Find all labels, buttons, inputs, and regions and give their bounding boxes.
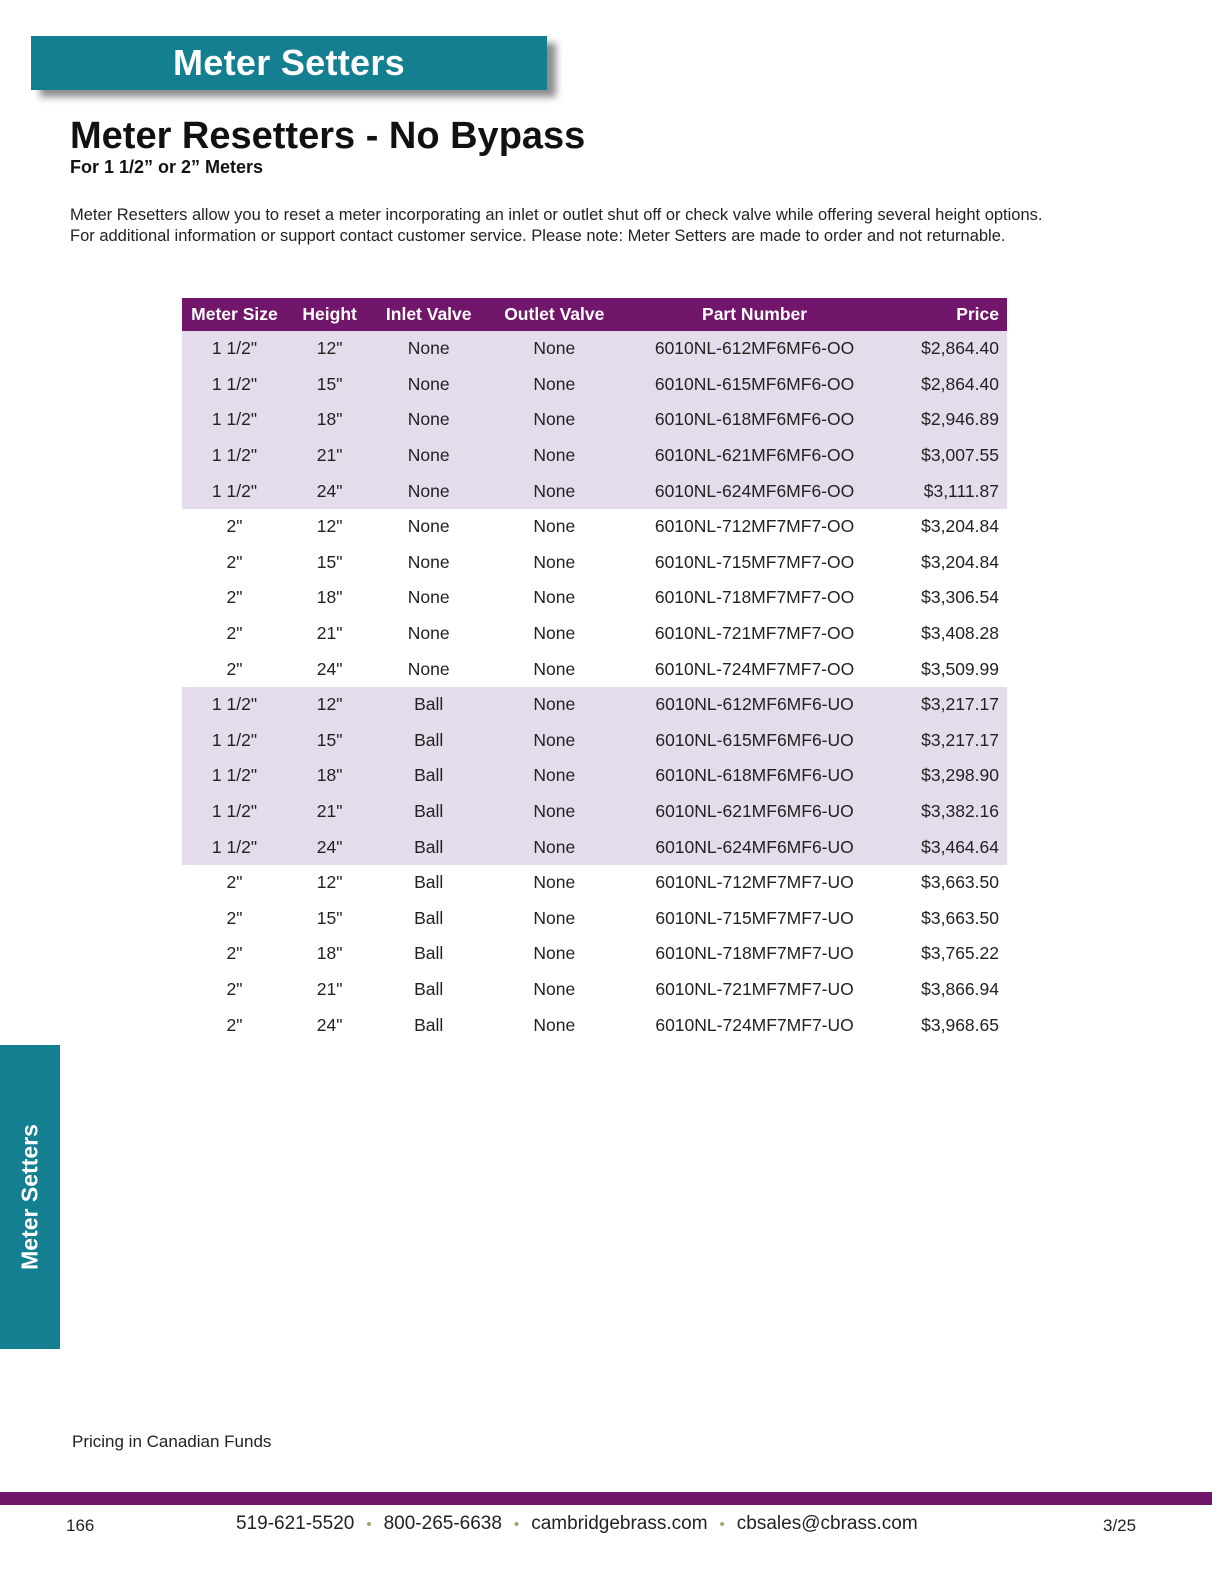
cell-outlet-valve: None bbox=[485, 687, 623, 723]
email-link[interactable]: cbsales@cbrass.com bbox=[736, 1513, 918, 1534]
cell-meter-size: 2" bbox=[226, 516, 243, 537]
cell-height: 15" bbox=[316, 907, 343, 928]
cell-meter-size: 2" bbox=[226, 587, 243, 608]
separator-dot: • bbox=[719, 1516, 725, 1533]
table-row bbox=[182, 580, 1007, 616]
cell-price: $3,111.87 bbox=[886, 473, 1007, 509]
cell-outlet-valve: None bbox=[533, 872, 576, 893]
table-row bbox=[182, 794, 1007, 830]
cell-meter-size: 1 1/2" bbox=[182, 687, 287, 723]
table-row bbox=[182, 1007, 1007, 1043]
table-row bbox=[182, 758, 1007, 794]
header-height: Height bbox=[287, 298, 372, 331]
separator-dot: • bbox=[513, 1516, 520, 1533]
cell-height: 24" bbox=[316, 1014, 343, 1035]
header-part-number: Part Number bbox=[623, 298, 885, 331]
phone-tollfree: 800-265-6638 bbox=[383, 1513, 502, 1534]
table-row bbox=[182, 901, 1007, 937]
cell-inlet-valve: None bbox=[407, 516, 450, 537]
cell-meter-size: 2" bbox=[226, 872, 243, 893]
table-body bbox=[182, 331, 1007, 1043]
cell-height: 18" bbox=[287, 402, 372, 438]
cell-outlet-valve: None bbox=[533, 623, 576, 644]
cell-outlet-valve: None bbox=[485, 473, 623, 509]
cell-meter-size: 1 1/2" bbox=[182, 331, 287, 367]
cell-meter-size: 1 1/2" bbox=[182, 829, 287, 865]
cell-outlet-valve: None bbox=[485, 758, 623, 794]
cell-outlet-valve: None bbox=[485, 367, 623, 403]
cell-outlet-valve: None bbox=[485, 438, 623, 474]
table-row bbox=[182, 331, 1007, 367]
table-row bbox=[182, 687, 1007, 723]
cell-inlet-valve: None bbox=[372, 367, 485, 403]
cell-meter-size: 2" bbox=[226, 551, 243, 572]
cell-price: $3,217.17 bbox=[886, 723, 1007, 759]
cell-inlet-valve: Ball bbox=[414, 943, 444, 964]
cell-price: $3,866.94 bbox=[921, 978, 999, 999]
cell-meter-size: 1 1/2" bbox=[182, 794, 287, 830]
page-number: 166 bbox=[66, 1516, 95, 1535]
footer-bar bbox=[0, 1492, 1212, 1505]
table-row bbox=[182, 651, 1007, 687]
cell-part-number: 6010NL-612MF6MF6-OO bbox=[623, 331, 885, 367]
cell-part-number: 6010NL-718MF7MF7-UO bbox=[655, 943, 854, 964]
page-subtitle: For 1 1/2” or 2” Meters bbox=[70, 157, 264, 177]
cell-price: $3,663.50 bbox=[921, 907, 999, 928]
header-inlet-valve: Inlet Valve bbox=[372, 298, 485, 331]
cell-inlet-valve: Ball bbox=[372, 758, 485, 794]
table-row bbox=[182, 545, 1007, 581]
cell-inlet-valve: Ball bbox=[372, 829, 485, 865]
table-row bbox=[182, 509, 1007, 545]
header-price: Price bbox=[886, 298, 1007, 331]
cell-inlet-valve: Ball bbox=[414, 978, 444, 999]
funds-note: Pricing in Canadian Funds bbox=[72, 1432, 272, 1451]
cell-part-number: 6010NL-712MF7MF7-UO bbox=[655, 872, 854, 893]
cell-inlet-valve: None bbox=[407, 551, 450, 572]
separator-dot: • bbox=[366, 1516, 372, 1533]
cell-outlet-valve: None bbox=[485, 331, 623, 367]
side-tab bbox=[0, 1045, 60, 1349]
cell-height: 21" bbox=[316, 978, 343, 999]
cell-price: $2,864.40 bbox=[886, 331, 1007, 367]
cell-height: 12" bbox=[316, 516, 343, 537]
cell-meter-size: 2" bbox=[226, 623, 243, 644]
cell-part-number: 6010NL-618MF6MF6-UO bbox=[623, 758, 885, 794]
cell-outlet-valve: None bbox=[533, 516, 576, 537]
cell-inlet-valve: Ball bbox=[414, 1014, 444, 1035]
cell-height: 15" bbox=[287, 723, 372, 759]
side-tab-label: Meter Setters bbox=[16, 1124, 43, 1270]
cell-height: 18" bbox=[316, 943, 343, 964]
cell-height: 21" bbox=[287, 794, 372, 830]
edition-date: 3/25 bbox=[1103, 1516, 1137, 1535]
cell-height: 12" bbox=[316, 872, 343, 893]
website-link[interactable]: cambridgebrass.com bbox=[531, 1513, 708, 1534]
header-meter-size: Meter Size bbox=[182, 298, 287, 331]
footer-contacts bbox=[236, 1513, 918, 1535]
cell-part-number: 6010NL-618MF6MF6-OO bbox=[623, 402, 885, 438]
cell-meter-size: 2" bbox=[226, 907, 243, 928]
cell-meter-size: 2" bbox=[226, 1014, 243, 1035]
cell-meter-size: 1 1/2" bbox=[182, 438, 287, 474]
cell-meter-size: 1 1/2" bbox=[182, 367, 287, 403]
intro-line: Meter Resetters allow you to reset a meter incorporating an inlet or outlet shut off or check valve while offering several height options. bbox=[70, 206, 1043, 224]
cell-outlet-valve: None bbox=[533, 1014, 576, 1035]
intro-line: For additional information or support contact customer service. Please note: Meter Setters are made to order and not returnable. bbox=[70, 227, 1006, 245]
cell-part-number: 6010NL-724MF7MF7-OO bbox=[654, 658, 855, 679]
table-row bbox=[182, 473, 1007, 509]
cell-price: $3,509.99 bbox=[921, 658, 999, 679]
cell-part-number: 6010NL-615MF6MF6-OO bbox=[623, 367, 885, 403]
cell-outlet-valve: None bbox=[533, 978, 576, 999]
cell-part-number: 6010NL-715MF7MF7-UO bbox=[655, 907, 854, 928]
cell-part-number: 6010NL-712MF7MF7-OO bbox=[654, 516, 855, 537]
cell-height: 12" bbox=[287, 687, 372, 723]
page-title: Meter Resetters - No Bypass bbox=[70, 115, 586, 157]
cell-price: $3,968.65 bbox=[921, 1014, 999, 1035]
section-tab bbox=[31, 36, 547, 90]
cell-part-number: 6010NL-621MF6MF6-OO bbox=[623, 438, 885, 474]
cell-price: $3,408.28 bbox=[921, 623, 999, 644]
cell-outlet-valve: None bbox=[485, 794, 623, 830]
table-row bbox=[182, 438, 1007, 474]
table-row bbox=[182, 402, 1007, 438]
cell-outlet-valve: None bbox=[533, 907, 576, 928]
cell-outlet-valve: None bbox=[533, 943, 576, 964]
cell-inlet-valve: None bbox=[407, 623, 450, 644]
cell-inlet-valve: None bbox=[372, 473, 485, 509]
cell-inlet-valve: Ball bbox=[414, 872, 444, 893]
cell-inlet-valve: None bbox=[407, 587, 450, 608]
cell-height: 24" bbox=[316, 658, 343, 679]
cell-part-number: 6010NL-715MF7MF7-OO bbox=[654, 551, 855, 572]
cell-inlet-valve: Ball bbox=[372, 723, 485, 759]
table-row bbox=[182, 972, 1007, 1008]
cell-height: 12" bbox=[287, 331, 372, 367]
cell-price: $3,217.17 bbox=[886, 687, 1007, 723]
table-row bbox=[182, 865, 1007, 901]
table-row bbox=[182, 829, 1007, 865]
cell-part-number: 6010NL-724MF7MF7-UO bbox=[655, 1014, 854, 1035]
cell-price: $2,946.89 bbox=[886, 402, 1007, 438]
cell-meter-size: 2" bbox=[226, 658, 243, 679]
cell-meter-size: 2" bbox=[226, 978, 243, 999]
cell-price: $3,464.64 bbox=[886, 829, 1007, 865]
intro-paragraph bbox=[70, 205, 1150, 247]
cell-outlet-valve: None bbox=[533, 587, 576, 608]
cell-part-number: 6010NL-718MF7MF7-OO bbox=[654, 587, 855, 608]
section-tab-label: Meter Setters bbox=[173, 42, 405, 83]
cell-price: $2,864.40 bbox=[886, 367, 1007, 403]
cell-price: $3,663.50 bbox=[921, 872, 999, 893]
cell-inlet-valve: Ball bbox=[372, 687, 485, 723]
cell-height: 15" bbox=[287, 367, 372, 403]
table-row bbox=[182, 723, 1007, 759]
cell-part-number: 6010NL-612MF6MF6-UO bbox=[623, 687, 885, 723]
cell-inlet-valve: None bbox=[407, 658, 450, 679]
cell-outlet-valve: None bbox=[485, 723, 623, 759]
cell-outlet-valve: None bbox=[485, 402, 623, 438]
cell-price: $3,306.54 bbox=[921, 587, 999, 608]
cell-height: 15" bbox=[316, 551, 343, 572]
cell-part-number: 6010NL-624MF6MF6-OO bbox=[623, 473, 885, 509]
price-table bbox=[182, 298, 1007, 1043]
cell-inlet-valve: Ball bbox=[414, 907, 444, 928]
cell-outlet-valve: None bbox=[485, 829, 623, 865]
cell-height: 21" bbox=[316, 623, 343, 644]
cell-price: $3,382.16 bbox=[886, 794, 1007, 830]
phone-local: 519-621-5520 bbox=[236, 1513, 355, 1534]
cell-part-number: 6010NL-615MF6MF6-UO bbox=[623, 723, 885, 759]
table-header-row bbox=[182, 298, 1007, 331]
cell-outlet-valve: None bbox=[533, 658, 576, 679]
cell-height: 24" bbox=[287, 473, 372, 509]
cell-outlet-valve: None bbox=[533, 551, 576, 572]
cell-part-number: 6010NL-621MF6MF6-UO bbox=[623, 794, 885, 830]
cell-height: 24" bbox=[287, 829, 372, 865]
header-outlet-valve: Outlet Valve bbox=[485, 298, 623, 331]
cell-meter-size: 1 1/2" bbox=[182, 758, 287, 794]
cell-meter-size: 1 1/2" bbox=[182, 473, 287, 509]
cell-inlet-valve: Ball bbox=[372, 794, 485, 830]
cell-part-number: 6010NL-721MF7MF7-OO bbox=[654, 623, 855, 644]
cell-price: $3,204.84 bbox=[921, 516, 999, 537]
cell-height: 21" bbox=[287, 438, 372, 474]
cell-price: $3,007.55 bbox=[886, 438, 1007, 474]
table-row bbox=[182, 936, 1007, 972]
cell-height: 18" bbox=[316, 587, 343, 608]
cell-height: 18" bbox=[287, 758, 372, 794]
cell-meter-size: 1 1/2" bbox=[182, 723, 287, 759]
cell-meter-size: 2" bbox=[226, 943, 243, 964]
cell-part-number: 6010NL-624MF6MF6-UO bbox=[623, 829, 885, 865]
table-row bbox=[182, 616, 1007, 652]
cell-inlet-valve: None bbox=[372, 438, 485, 474]
cell-price: $3,204.84 bbox=[921, 551, 999, 572]
table-row bbox=[182, 367, 1007, 403]
cell-meter-size: 1 1/2" bbox=[182, 402, 287, 438]
cell-inlet-valve: None bbox=[372, 331, 485, 367]
cell-inlet-valve: None bbox=[372, 402, 485, 438]
cell-part-number: 6010NL-721MF7MF7-UO bbox=[655, 978, 854, 999]
cell-price: $3,298.90 bbox=[886, 758, 1007, 794]
cell-price: $3,765.22 bbox=[921, 943, 999, 964]
